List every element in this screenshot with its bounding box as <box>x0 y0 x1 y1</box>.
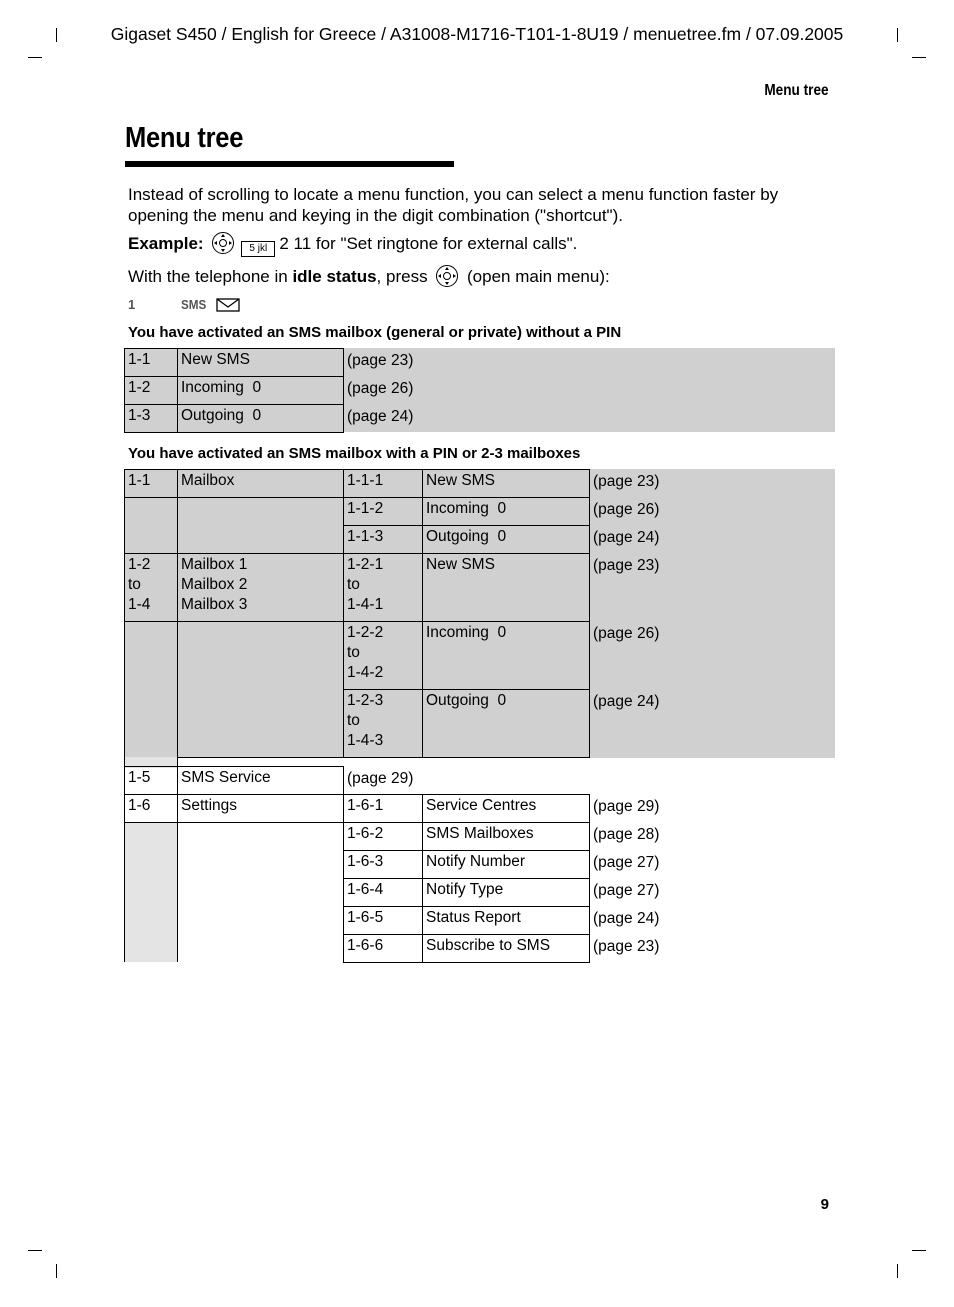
crop-mark <box>912 57 926 58</box>
group2-sub-label-6: Outgoing 0 <box>422 689 590 758</box>
crop-mark <box>28 1250 42 1251</box>
group2-code-mailbox: 1-1 <box>124 469 178 498</box>
group1-heading: You have activated an SMS mailbox (general or private) without a PIN <box>128 324 622 341</box>
settings-sub-page-1: (page 29) <box>593 798 660 815</box>
settings-sub-code-5: 1-6-5 <box>343 906 423 935</box>
group2-sub-code-1: 1-1-1 <box>343 469 423 498</box>
running-header: Gigaset S450 / English for Greece / A31008-M1716-T101-1-8U19 / menuetree.fm / 07.09.2005 <box>110 24 844 44</box>
group1-page-3: (page 24) <box>347 408 414 425</box>
navigation-key-icon <box>436 265 458 287</box>
sms-service-label: SMS Service <box>177 766 344 795</box>
envelope-icon <box>216 297 240 313</box>
group2-sub-label-2: Incoming 0 <box>422 497 590 526</box>
group2-sub-label-5: Incoming 0 <box>422 621 590 690</box>
settings-label: Settings <box>177 794 344 823</box>
settings-code: 1-6 <box>124 794 178 823</box>
group2-heading: You have activated an SMS mailbox with a PIN or 2-3 mailboxes <box>128 445 581 462</box>
group1-label-1: New SMS <box>177 348 344 377</box>
settings-connector <box>124 822 178 962</box>
crop-mark <box>56 1264 57 1278</box>
idle-prefix: With the telephone in <box>128 267 293 286</box>
settings-sub-page-3: (page 27) <box>593 854 660 871</box>
group2-sub-label-4: New SMS <box>422 553 590 622</box>
settings-sub-page-5: (page 24) <box>593 910 660 927</box>
group2-code-empty <box>124 497 178 554</box>
crop-mark <box>912 1250 926 1251</box>
settings-sub-code-2: 1-6-2 <box>343 822 423 851</box>
group1-code-3: 1-3 <box>124 404 178 433</box>
settings-sub-label-3: Notify Number <box>422 850 590 879</box>
settings-sub-label-5: Status Report <box>422 906 590 935</box>
group2-label-mailbox: Mailbox <box>177 469 344 498</box>
settings-sub-code-6: 1-6-6 <box>343 934 423 963</box>
group1-code-2: 1-2 <box>124 376 178 405</box>
group1-page-2: (page 26) <box>347 380 414 397</box>
sms-service-page: (page 29) <box>347 770 414 787</box>
page-number: 9 <box>820 1196 829 1213</box>
settings-sub-label-2: SMS Mailboxes <box>422 822 590 851</box>
group2-code-mailboxes: 1-2 to 1-4 <box>124 553 178 622</box>
group2-sub-page-4: (page 23) <box>593 557 660 574</box>
idle-suffix: (open main menu): <box>462 267 610 286</box>
example-label: Example: <box>128 234 204 253</box>
settings-sub-label-6: Subscribe to SMS <box>422 934 590 963</box>
idle-line <box>128 265 610 287</box>
sms-service-code: 1-5 <box>124 766 178 795</box>
settings-sub-page-6: (page 23) <box>593 938 660 955</box>
group2-label-empty-2 <box>177 621 344 758</box>
settings-sub-code-4: 1-6-4 <box>343 878 423 907</box>
example-text: 2 11 for "Set ringtone for external calls". <box>279 234 578 253</box>
group2-sub-page-6: (page 24) <box>593 693 660 710</box>
navigation-key-icon <box>212 232 234 254</box>
group2-sub-code-2: 1-1-2 <box>343 497 423 526</box>
group2-sub-code-5: 1-2-2 to 1-4-2 <box>343 621 423 690</box>
example-line <box>128 232 577 257</box>
group2-sub-label-3: Outgoing 0 <box>422 525 590 554</box>
group1-page-1: (page 23) <box>347 352 414 369</box>
group2-sub-code-4: 1-2-1 to 1-4-1 <box>343 553 423 622</box>
group1-code-1: 1-1 <box>124 348 178 377</box>
section-name: SMS <box>181 297 207 312</box>
group2-sub-code-6: 1-2-3 to 1-4-3 <box>343 689 423 758</box>
group1-label-2: Incoming 0 <box>177 376 344 405</box>
intro-line-1: Instead of scrolling to locate a menu function, you can select a menu function faster by <box>128 185 779 204</box>
section-header: Menu tree <box>764 82 829 99</box>
group2-sub-label-1: New SMS <box>422 469 590 498</box>
settings-sub-page-2: (page 28) <box>593 826 660 843</box>
settings-sub-code-3: 1-6-3 <box>343 850 423 879</box>
settings-sub-label-1: Service Centres <box>422 794 590 823</box>
group2-sub-code-3: 1-1-3 <box>343 525 423 554</box>
group2-code-empty-2 <box>124 621 178 758</box>
idle-mid: , press <box>376 267 433 286</box>
group2-sub-page-2: (page 26) <box>593 501 660 518</box>
intro-line-2: opening the menu and keying in the digit combination ("shortcut"). <box>128 206 623 225</box>
digit-key-icon: 5 jkl <box>241 241 275 257</box>
group2-sub-page-3: (page 24) <box>593 529 660 546</box>
settings-sub-page-4: (page 27) <box>593 882 660 899</box>
title-rule <box>125 161 454 167</box>
page-title: Menu tree <box>125 122 244 154</box>
idle-status-term: idle status <box>292 267 377 286</box>
crop-mark <box>28 57 42 58</box>
section-number: 1 <box>128 297 136 312</box>
settings-sub-code-1: 1-6-1 <box>343 794 423 823</box>
settings-sub-label-4: Notify Type <box>422 878 590 907</box>
group2-label-empty <box>177 497 344 554</box>
group2-sub-page-1: (page 23) <box>593 473 660 490</box>
group1-label-3: Outgoing 0 <box>177 404 344 433</box>
crop-mark <box>897 1264 898 1278</box>
group2-sub-page-5: (page 26) <box>593 625 660 642</box>
group2-label-mailboxes: Mailbox 1 Mailbox 2 Mailbox 3 <box>177 553 344 622</box>
